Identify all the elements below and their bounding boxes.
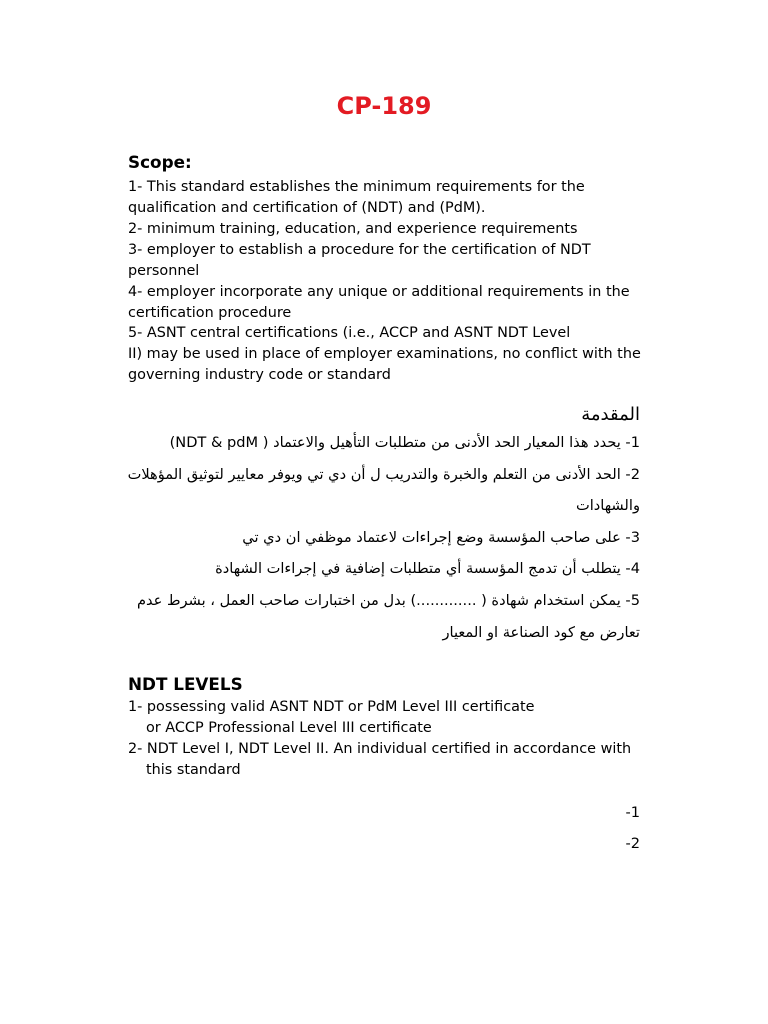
scope-line: 2- minimum training, education, and experience requirements: [128, 221, 578, 237]
ndt-levels-line: 1- possessing valid ASNT NDT or PdM Level III certificate: [128, 699, 535, 715]
ndt-levels-line: 2- NDT Level I, NDT Level II. An individual certified in accordance with: [128, 741, 632, 757]
scope-line: certification procedure: [128, 305, 292, 321]
scope-line: 4- employer incorporate any unique or additional requirements in the: [128, 284, 630, 300]
ndt-levels-heading: NDT LEVELS: [128, 674, 243, 694]
scope-line: 5- ASNT central certifications (i.e., ACCP and ASNT NDT Level: [128, 325, 571, 341]
arabic-line: 2- الحد الأدنى من التعلم والخبرة والتدريب ل أن دي تي ويوفر معايير لتوثيق المؤهلات: [127, 466, 640, 483]
ndt-levels-line: this standard: [146, 762, 241, 778]
arabic-line: 1- يحدد هذا المعيار الحد الأدنى من متطلبات التأهيل والاعتماد ( NDT & pdM): [169, 434, 640, 451]
scope-heading: Scope:: [128, 152, 192, 172]
document-title: CP-189: [336, 92, 432, 120]
arabic-line: والشهادات: [575, 497, 640, 514]
arabic-level-line: -2: [625, 835, 640, 852]
scope-line: 3- employer to establish a procedure for the certification of NDT: [128, 242, 591, 258]
scope-line: 1- This standard establishes the minimum requirements for the: [128, 179, 585, 195]
scope-line: qualification and certification of (NDT) and (PdM).: [128, 200, 486, 216]
arabic-level-line: -1: [625, 804, 640, 821]
ndt-levels-line: or ACCP Professional Level III certificate: [146, 720, 432, 736]
arabic-line: 4- يتطلب أن تدمج المؤسسة أي متطلبات إضافية في إجراءات الشهادة: [215, 560, 640, 577]
arabic-line: تعارض مع كود الصناعة او المعيار: [442, 624, 640, 641]
arabic-heading: المقدمة: [581, 404, 640, 425]
scope-line: II) may be used in place of employer examinations, no conflict with the: [128, 346, 641, 362]
arabic-line: 5- يمكن استخدام شهادة ( .............) بدل من اختبارات صاحب العمل ، بشرط عدم: [136, 592, 640, 609]
scope-line: governing industry code or standard: [128, 367, 391, 383]
scope-line: personnel: [128, 263, 200, 279]
arabic-line: 3- على صاحب المؤسسة وضع إجراءات لاعتماد موظفي ان دي تي: [242, 529, 640, 546]
